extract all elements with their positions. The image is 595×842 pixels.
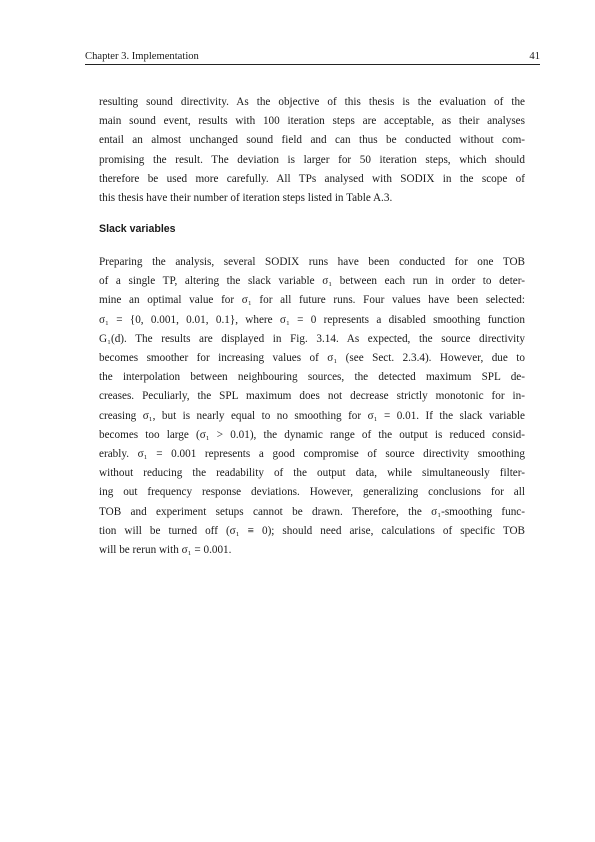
text-line: resulting sound directivity. As the objective of this thesis is the evaluation of the — [99, 96, 525, 108]
text-line: entail an almost unchanged sound field and can thus be conducted without com- — [99, 134, 525, 147]
section-heading: Slack variables — [99, 223, 176, 235]
text-line: G₁(d). The results are displayed in Fig. 3.14. As expected, the source directivity — [99, 332, 525, 345]
page-number: 41 — [529, 51, 540, 62]
text-line: this thesis have their number of iteration steps listed in Table A.3. — [99, 192, 393, 205]
header-rule — [85, 64, 540, 65]
text-line: becomes smoother for increasing values of σ₁ (see Sect. 2.3.4). However, due to — [99, 352, 525, 365]
paragraph-directivity — [99, 93, 525, 208]
text-line: σ₁ = {0, 0.001, 0.01, 0.1}, where σ₁ = 0 represents a disabled smoothing function — [99, 313, 525, 326]
text-line: TOB and experiment setups cannot be drawn. Therefore, the σ₁-smoothing func- — [99, 505, 525, 518]
text-line: mine an optimal value for σ₁ for all future runs. Four values have been selected: — [99, 294, 525, 307]
text-line: Preparing the analysis, several SODIX runs have been conducted for one TOB — [99, 256, 525, 268]
text-line: creasing σ₁, but is nearly equal to no smoothing for σ₁ = 0.01. If the slack variable — [99, 409, 525, 422]
text-line: becomes too large (σ₁ > 0.01), the dynamic range of the output is reduced consid- — [99, 428, 525, 441]
text-line: tion will be turned off (σ₁ ≡ 0); should need arise, calculations of specific TOB — [99, 524, 525, 537]
text-line: of a single TP, altering the slack variable σ₁ between each run in order to deter- — [99, 275, 525, 288]
text-line: will be rerun with σ₁ = 0.001. — [99, 544, 232, 557]
paragraph-slack-variables — [99, 253, 525, 560]
text-line: promising the result. The deviation is larger for 50 iteration steps, which should — [99, 153, 525, 166]
text-line: creases. Peculiarly, the SPL maximum does not decrease strictly monotonic for in- — [99, 390, 525, 403]
text-line: without reducing the readability of the output data, while simultaneously filter- — [99, 467, 525, 480]
text-line: erably. σ₁ = 0.001 represents a good compromise of source directivity smoothing — [99, 448, 525, 461]
text-line: the interpolation between neighbouring sources, the detected maximum SPL de- — [99, 371, 525, 384]
running-header — [85, 50, 540, 64]
chapter-title: Chapter 3. Implementation — [85, 51, 199, 62]
text-line: main sound event, results with 100 iteration steps are acceptable, as their analyses — [99, 115, 525, 128]
text-line: therefore be used more carefully. All TPs analysed with SODIX in the scope of — [99, 172, 525, 185]
text-line: ing out frequency response deviations. However, generalizing conclusions for all — [99, 486, 525, 499]
